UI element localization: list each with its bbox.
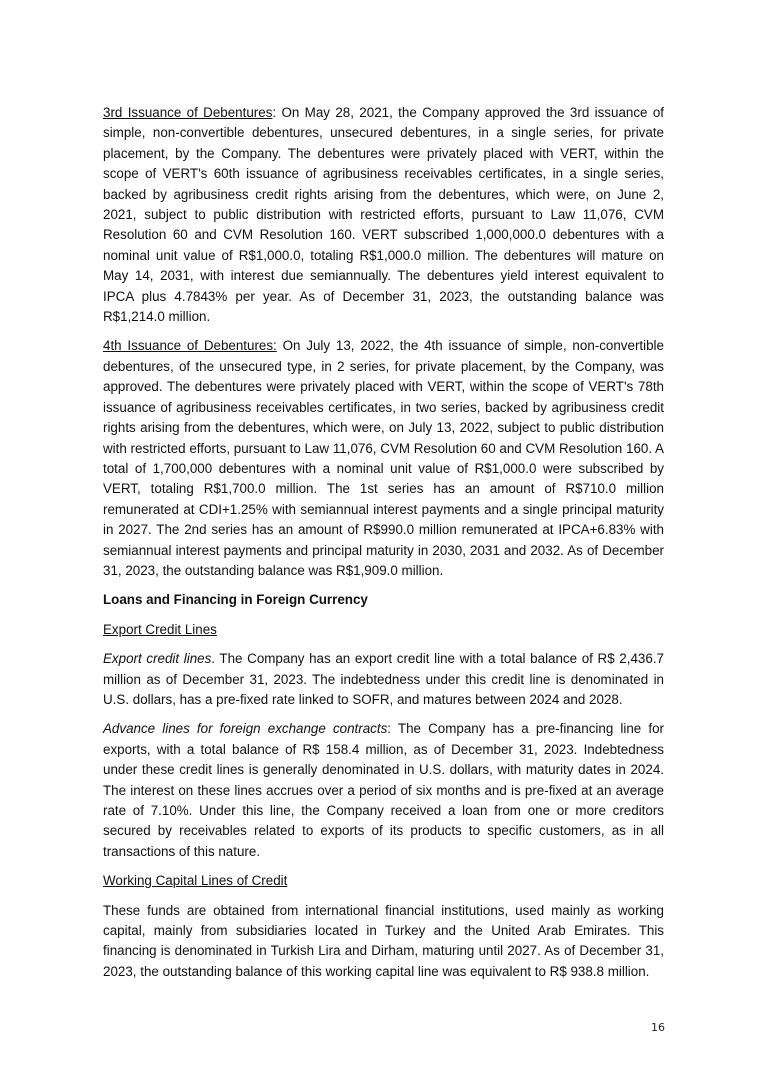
page-number: 16 (651, 1021, 665, 1034)
working-capital-heading-text: Working Capital Lines of Credit (103, 873, 288, 889)
export-credit-heading (103, 620, 664, 640)
export-credit-heading-text: Export Credit Lines (103, 621, 217, 637)
export-lines-paragraph (103, 649, 664, 710)
working-capital-heading (103, 871, 664, 891)
third-issuance-title: 3rd Issuance of Debentures (103, 105, 273, 120)
export-lines-body: . The Company has an export credit line with a total balance of R$ 2,436.7 million as of December 31, 2023. The indebtedness under this credit line is denominated in U.S. dollars, has a pre-fixed rate linked to SOFR, and matures between 2024 and 2028. (103, 651, 664, 707)
working-capital-paragraph: These funds are obtained from international financial institutions, used mainly as working capital, mainly from subsidiaries located in Turkey and the United Arab Emirates. This financing is denominated in Turkish Lira and Dirham, maturing until 2027. As of December 31, 2023, the outstanding balance of this working capital line was equivalent to R$ 938.8 million. (103, 902, 664, 979)
third-issuance-paragraph (103, 103, 664, 327)
advance-lines-paragraph (103, 719, 664, 862)
fourth-issuance-paragraph (103, 336, 664, 581)
third-issuance-body: : On May 28, 2021, the Company approved the 3rd issuance of simple, non-convertible debentures, unsecured debentures, in a single series, for private placement, by the Company. The debentures were privately placed with VERT, within the scope of VERT's 60th issuance of agribusiness receivables certificates, in a single series, backed by agribusiness credit rights arising from the debentures, which were, on June 2, 2021, subject to public distribution with restricted efforts, pursuant to Law 11,076, CVM Resolution 60 and CVM Resolution 160. VERT subscribed 1,000,000.0 debentures with a nominal unit value of R$1,000.0, totaling R$1,000.0 million. The debentures will mature on May 14, 2031, with interest due semiannually. The debentures yield interest equivalent to IPCA plus 4.7843% per year. As of December 31, 2023, the outstanding balance was R$1,214.0 million. (103, 105, 664, 325)
fourth-issuance-body: On July 13, 2022, the 4th issuance of simple, non-convertible debentures, of the unsecured type, in 2 series, for private placement, by the Company, was approved. The debentures were privately placed with VERT, within the scope of VERT's 78th issuance of agribusiness receivables certificates, in two series, backed by agribusiness credit rights arising from the debentures, which were, on July 13, 2022, subject to public distribution with restricted efforts, pursuant to Law 11,076, CVM Resolution 60 and CVM Resolution 160. A total of 1,700,000 debentures with a nominal unit value of R$1,000.0 were subscribed by VERT, totaling R$1,700.0 million. The 1st series has an amount of R$710.0 million remunerated at CDI+1.25% with semiannual interest payments and a single principal maturity in 2027. The 2nd series has an amount of R$990.0 million remunerated at IPCA+6.83% with semiannual interest payments and principal maturity in 2030, 2031 and 2032. As of December 31, 2023, the outstanding balance was R$1,909.0 million. (103, 338, 664, 578)
advance-lines-body: : The Company has a pre-financing line for exports, with a total balance of R$ 158.4 million, as of December 31, 2023. Indebtedness under these credit lines is generally denominated in U.S. dollars, with maturity dates in 2024. The interest on these lines accrues over a period of six months and is pre-fixed at an average rate of 7.10%. Under this line, the Company received a loan from one or more creditors secured by receivables related to exports of its products to specific customers, as in all transactions of this nature. (103, 721, 665, 859)
export-lines-lead: Export credit lines (103, 651, 212, 667)
advance-lines-lead: Advance lines for foreign exchange contracts (103, 721, 388, 737)
fourth-issuance-title: 4th Issuance of Debentures: (103, 338, 277, 354)
foreign-currency-heading: Loans and Financing in Foreign Currency (103, 592, 368, 608)
page-content (103, 103, 664, 991)
